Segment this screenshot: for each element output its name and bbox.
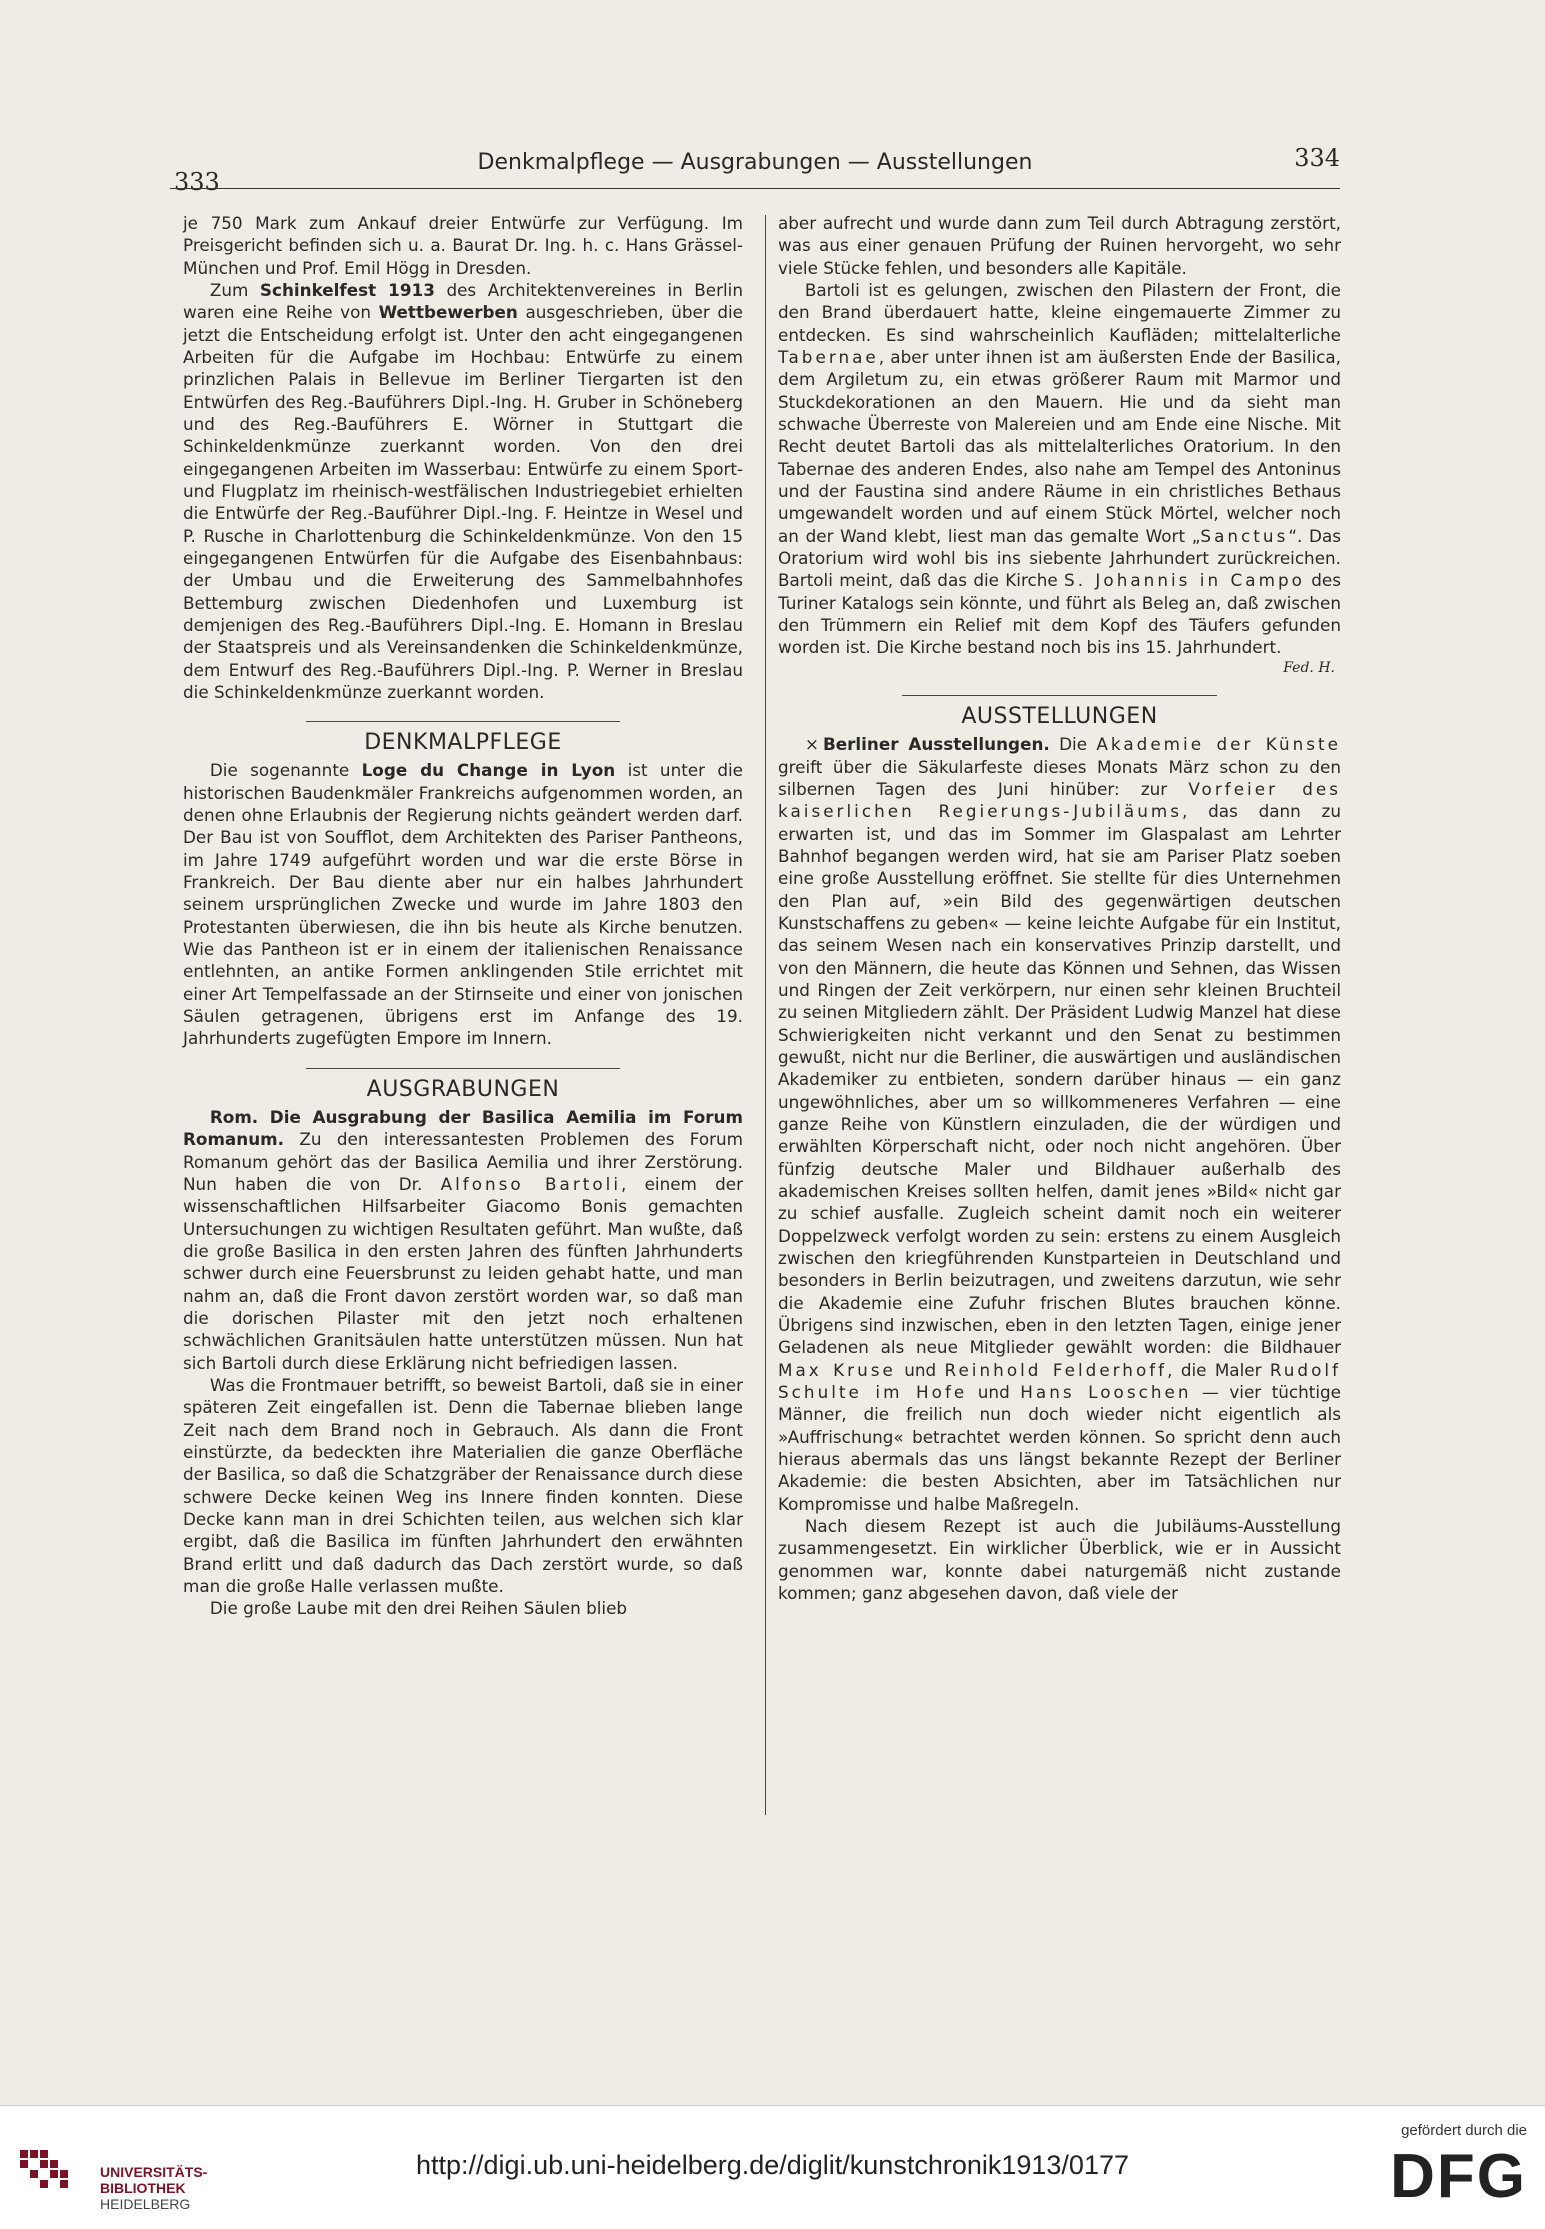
- text-run: greift über die Säkularfeste dieses Monats März schon zu den silbernen Tagen des Juni hinüber: zur: [778, 756, 1341, 800]
- text-run: Bartoli ist es gelungen, zwischen den Pilastern der Front, die den Brand überdauert hatte, kleine eingemauerte Zimmer zu entdecken. Es sind wahrscheinlich Kaufläden; mittelalterliche: [778, 279, 1341, 345]
- text-run: , aber unter ihnen ist am äußersten Ende der Basilica, dem Argiletum zu, ein etwas größerer Raum mit Marmor und Stuckdekorationen an den Mauern. Hie und da sieht man schwache Überreste von Malereien und am Ende eine Nische. Mit Recht deutet Bartoli das als mittelalterliches Oratorium. In den Tabernae des anderen Endes, also nahe am Tempel des Antoninus und der Faustina sind andere Räume in ein christliches Bethaus umgewandelt worden und auf einem Stück Mörtel, welcher noch an der Wand klebt, liest man das gemalte Wort „: [778, 346, 1341, 546]
- spaced-run: Rudolf Schulte im Hofe: [778, 1359, 1342, 1402]
- spaced-run: Max Kruse: [778, 1359, 896, 1380]
- column-divider: [765, 215, 766, 1815]
- text-run: “. Das Oratorium wird wohl bis ins siebente Jahrhundert zurückreichen. Bartoli meint, daß das die Kirche: [778, 525, 1341, 591]
- bold-run: Wettbewerben: [378, 302, 518, 323]
- signature: Fed. H.: [1283, 659, 1335, 676]
- paragraph: Nach diesem Rezept ist auch die Jubiläums-Ausstellung zusammengesetzt. Ein wirklicher Überblick, wie er in Aussicht genommen war, konnte dabei naturgemäß nicht zustande kommen; ganz abgesehen davon, daß viele der: [778, 1515, 1341, 1603]
- spaced-run: Akademie der Künste: [1096, 734, 1341, 755]
- header-rule: [170, 188, 1340, 189]
- paragraph: Die große Laube mit den drei Reihen Säulen blieb: [209, 1598, 628, 1619]
- paragraph-bartoli: [778, 279, 1341, 659]
- library-name-line: UNIVERSITÄTS-: [100, 2164, 208, 2180]
- text-run: Zum: [209, 279, 260, 300]
- text-run: , das dann zu erwarten ist, und das im Sommer im Glaspalast am Lehrter Bahnhof begangen werden wird, hat sie am Pariser Platz soeben eine große Ausstellung eröffnet. Sie stellte für dies Unternehmen den Plan auf, »ein Bild des gegenwärtigen deutschen Kunstschaffens zu geben« — keine leichte Aufgabe für ein Institut, das seinem Wesen nach ein konservatives Prinzip darstellt, und von den Männern, die heute das Können und Sehnen, das Wissen und Ringen der Zeit verkörpern, nur einen sehr kleinen Bruchteil zu seinen Mitgliedern zählt. Der Präsident Ludwig Manzel hat diese Schwierigkeiten nicht verkannt und den Senat zu bestimmen gewußt, nicht nur die Berliner, die auswärtigen und ausländischen Akademiker zu entbieten, sondern darüber hinaus — ein ganz ungewöhnliches, aber um so willkommeneres Verfahren — eine ganze Reihe von Künstlern einzuladen, die der würdigen und erwählten Körperschaft nicht, oder noch nicht angehören. Über fünfzig deutsche Maler und Bildhauer außerhalb des akademischen Kreises sollten helfen, damit jenes »Bild« nicht gar zu schief ausfalle. Zugleich scheint damit noch ein weiterer Doppelzweck verfolgt worden zu sein: erstens zu einem Ausgleich zwischen den kriegführenden Kunstparteien in Deutschland und besonders in Berlin beizutragen, und zweitens darzutun, wie sehr die Akademie eine Zufuhr frischen Blutes brauchen könne. Übrigens sind inzwischen, eben in den letzten Tagen, einige jener Geladenen als neue Mitglieder gewählt worden: die Bildhauer: [778, 801, 1342, 1358]
- spaced-run: S. Johannis in Campo: [1064, 570, 1305, 591]
- spaced-run: Hans Looschen: [1020, 1381, 1192, 1402]
- library-name-line: BIBLIOTHEK: [100, 2180, 186, 2197]
- text-run: , einem der wissenschaftlichen Hilfsarbeiter Giacomo Bonis gemachten Untersuchungen zu wichtigen Resultaten geführt. Man wußte, daß die große Basilica in den ersten Jahren des fünften Jahrhunderts schwer durch eine Feuersbrunst zu leiden gehabt hatte, und man nahm an, daß die Front davon zerstört worden war, so daß man die dorischen Pilaster mit den jetzt noch erhaltenen schwächlichen Granitsäulen hatte unterstützen müssen. Nun hat sich Bartoli durch diese Erklärung nicht befriedigen lassen.: [183, 1173, 743, 1373]
- text-run: , die Maler: [1167, 1359, 1270, 1380]
- paragraph-lyon: [183, 759, 743, 1049]
- text-run: ist unter die historischen Baudenkmäler Frankreichs aufgenommen worden, an denen ohne Erlaubnis der Regierung nichts geändert werden darf. Der Bau ist von Soufflot, dem Architekten des Pariser Pantheons, im Jahre 1749 aufgeführt worden und war die erste Börse in Frankreich. Der Bau diente aber nur ein halbes Jahrhundert seinem ursprünglichen Zwecke und wurde im Jahre 1803 den Protestanten überwiesen, die ihn bis heute als Kirche benutzen. Wie das Pantheon ist er in einem der italienischen Renaissance entlehnten, an antike Formen anklingenden Stile errichtet mit einer Art Tempelfassade an der Stirnseite und einer von jonischen Säulen getragenen, übrigens erst im Anfange des 19. Jahrhunderts zugefügten Empore im Innern.: [183, 760, 744, 1049]
- cross-mark-icon: ×: [804, 734, 819, 755]
- section-heading-denkmalpflege: DENKMALPFLEGE: [364, 730, 562, 756]
- left-column: [183, 212, 743, 1620]
- section-heading-ausstellungen: AUSSTELLUNGEN: [961, 704, 1158, 730]
- right-column: [778, 212, 1341, 1604]
- text-run: ausgeschrieben, über die jetzt die Entscheidung erfolgt ist. Unter den acht eingegangenen Arbeiten für die Aufgabe im Hochbau: Entwürfe zu einem prinzlichen Palais in Bellevue im Berliner Tiergarten ist den Entwürfen des Reg.-Bauführers Dipl.-Ing. H. Gruber in Schöneberg und des Reg.-Bauführers E. Wörner in Stuttgart die Schinkeldenkmünze zuerkannt worden. Von den drei eingegangenen Arbeiten im Wasserbau: Entwürfe zu einem Sport- und Flugplatz im rheinisch-westfälischen Industriegebiet erhielten die Entwürfe der Reg.-Bauführer Dipl.-Ing. F. Heintze in Wesel und P. Rusche in Charlottenburg die Schinkeldenkmünze. Von den 15 eingegangenen Entwürfen für die Aufgabe des Eisenbahnbaus: der Umbau und die Erweiterung des Sammelbahnhofes Bettemburg zwischen Diedenhofen und Luxemburg ist demjenigen des Reg.-Bauführers Dipl.-Ing. E. Homann in Breslau der Staatspreis und als Vereinsandenken die Schinkeldenkmünze, dem Entwurf des Reg.-Bauführers Dipl.-Ing. P. Werner in Breslau die Schinkeldenkmünze zuerkannt worden.: [183, 302, 743, 702]
- section-heading-ausgrabungen: AUSGRABUNGEN: [366, 1076, 560, 1102]
- running-title: Denkmalpflege — Ausgrabungen — Ausstellungen: [477, 150, 1033, 175]
- text-run: Die: [1049, 734, 1097, 755]
- dfg-logo[interactable]: DFG: [1390, 2142, 1527, 2211]
- running-header: [170, 140, 1340, 196]
- page-number-right: 334: [1294, 144, 1340, 172]
- spaced-run: Sanctus: [1200, 525, 1289, 546]
- text-run: und: [895, 1359, 945, 1380]
- paragraph: je 750 Mark zum Ankauf dreier Entwürfe zur Verfügung. Im Preisgericht befinden sich u. a. Baurat Dr. Ing. h. c. Hans Grässel-München und Prof. Emil Högg in Dresden.: [183, 213, 743, 278]
- funding-caption: gefördert durch die: [1401, 2122, 1527, 2139]
- paragraph-rom: [183, 1106, 743, 1374]
- text-run: des Architektenvereines in Berlin waren eine Reihe von: [183, 279, 743, 323]
- library-name-line: HEIDELBERG: [100, 2196, 191, 2213]
- text-run: und: [967, 1381, 1021, 1402]
- page-number-left: 333: [174, 168, 220, 196]
- spaced-run: Reinhold Felderhoff: [944, 1359, 1168, 1380]
- spaced-run: Tabernae: [778, 346, 879, 367]
- paragraph-berliner-ausstellungen: [778, 733, 1341, 1514]
- permalink-url[interactable]: http://digi.ub.uni-heidelberg.de/diglit/kunstchronik1913/0177: [416, 2150, 1129, 2180]
- bold-run: Loge du Change in Lyon: [361, 760, 616, 781]
- section-rule: [902, 695, 1217, 696]
- text-run: Zu den interessantesten Problemen des Forum Romanum gehört das der Basilica Aemilia und ihrer Zerstörung. Nun haben die von Dr.: [183, 1129, 743, 1194]
- section-rule: [306, 1068, 620, 1069]
- section-rule: [306, 721, 620, 722]
- spaced-run: Alfonso Bartoli: [440, 1173, 622, 1194]
- paragraph-schinkelfest: [183, 279, 743, 703]
- bold-run: Berliner Ausstellungen.: [822, 734, 1050, 755]
- text-run: des Turiner Katalogs sein könnte, und führt als Beleg an, daß zwischen den Trümmern ein Relief mit dem Kopf des Täufers gefunden worden ist. Die Kirche bestand noch bis ins 15. Jahrhundert.: [778, 570, 1341, 658]
- spaced-run: Vorfeier des kaiserlichen Regierungs-Jubiläums: [778, 779, 1341, 822]
- footer-bar: [0, 2105, 1545, 2229]
- bold-run: Rom. Die Ausgrabung der Basilica Aemilia im Forum Romanum.: [183, 1106, 743, 1150]
- paragraph: Was die Frontmauer betrifft, so beweist Bartoli, daß sie in einer späteren Zeit eingefallen ist. Denn die Tabernae blieben lange Zeit nach dem Brand noch in Gebrauch. Als dann die Front einstürzte, da bedeckten ihre Materialien die ganze Oberfläche der Basilica, so daß die Schatzgräber der Renaissance durch diese schwere Decke keinen Weg ins Innere finden konnten. Diese Decke kann man in drei Schichten teilen, aus welchen sich klar ergibt, daß die Basilica im fünften Jahrhundert den erwähnten Brand erlitt und daß dadurch das Dach zerstört wurde, so daß man die große Halle verlassen mußte.: [183, 1374, 743, 1596]
- text-run: Die sogenannte: [209, 760, 362, 781]
- paragraph: aber aufrecht und wurde dann zum Teil durch Abtragung zerstört, was aus einer genauen Prüfung der Ruinen hervorgeht, wo sehr viele Stücke fehlen, und besonders alle Kapitäle.: [778, 213, 1341, 278]
- bold-run: Schinkelfest 1913: [259, 279, 435, 300]
- text-run: — vier tüchtige Männer, die freilich nun doch wieder nicht eigentlich als »Auffrischung« betrachtet werden können. So spricht denn auch hieraus abermals das uns längst bekannte Rezept der Berliner Akademie: die besten Absichten, aber im Tatsächlichen nur Kompromisse und halbe Maßregeln.: [778, 1381, 1342, 1514]
